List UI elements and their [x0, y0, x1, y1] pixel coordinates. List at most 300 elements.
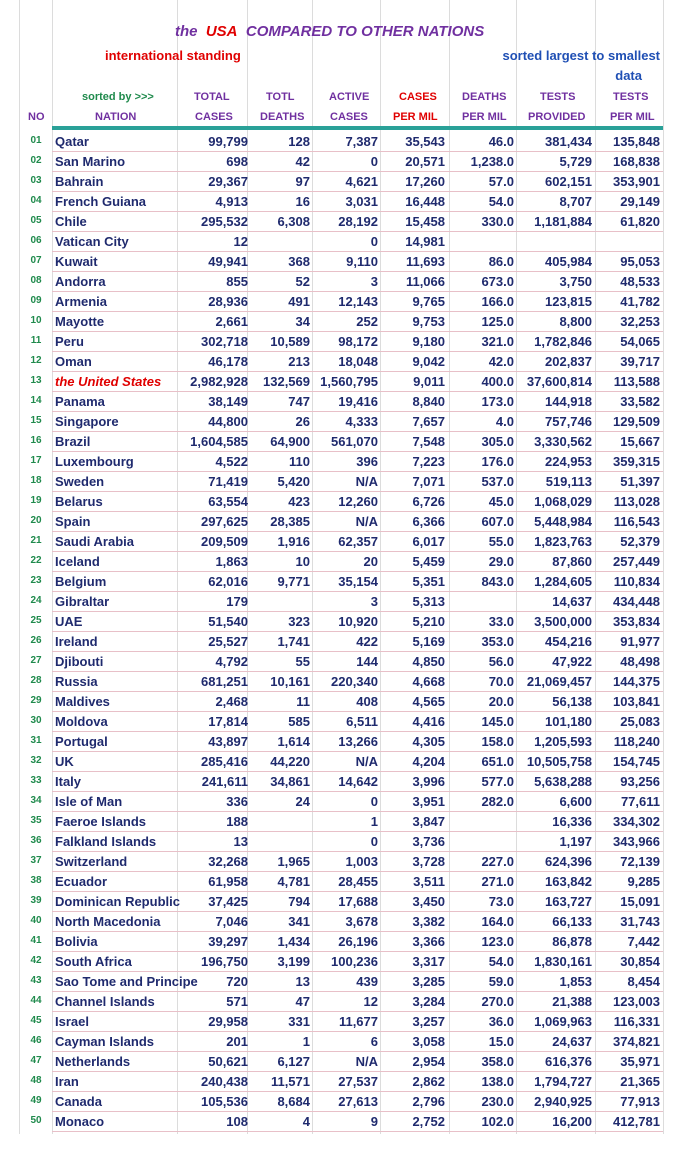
deaths-per-mil: 33.0: [488, 614, 514, 629]
cases-per-mil: 2,954: [412, 1054, 445, 1069]
table-row: [0, 412, 682, 432]
total-cases: 201: [226, 1034, 248, 1049]
cases-per-mil: 9,765: [412, 294, 445, 309]
nation-name: Italy: [55, 774, 82, 789]
total-deaths: 10: [295, 554, 310, 569]
active-cases: 12,143: [338, 294, 378, 309]
total-cases: 336: [226, 794, 248, 809]
row-number: 10: [30, 315, 42, 326]
active-cases: 6,511: [346, 714, 378, 729]
total-cases: 12: [233, 234, 248, 249]
nation-name: Armenia: [55, 294, 108, 309]
table-row: [0, 1012, 682, 1032]
active-cases: 14,642: [338, 774, 378, 789]
tests-per-mil: 8,454: [627, 974, 660, 989]
cases-per-mil: 5,210: [412, 614, 445, 629]
row-number: 35: [30, 815, 42, 826]
deaths-per-mil: 55.0: [488, 534, 514, 549]
total-cases: 297,625: [201, 514, 248, 529]
total-deaths: 10,161: [270, 674, 310, 689]
cases-per-mil: 4,416: [412, 714, 445, 729]
table-row: [0, 1092, 682, 1112]
table-row: [0, 712, 682, 732]
tests-per-mil: 374,821: [613, 1034, 660, 1049]
tests-per-mil: 334,302: [613, 814, 660, 829]
total-cases: 209,509: [201, 534, 248, 549]
tests-provided: 6,600: [559, 794, 592, 809]
total-cases: 188: [226, 814, 248, 829]
tests-per-mil: 103,841: [613, 694, 660, 709]
cases-per-mil: 3,382: [412, 914, 445, 929]
deaths-per-mil: 29.0: [488, 554, 514, 569]
nation-name: Bahrain: [55, 174, 104, 189]
cases-per-mil: 3,284: [412, 994, 445, 1009]
tests-per-mil: 353,901: [613, 174, 660, 189]
tests-provided: 1,068,029: [534, 494, 592, 509]
tests-provided: 163,727: [545, 894, 592, 909]
total-deaths: 34,861: [270, 774, 310, 789]
cases-per-mil: 5,351: [412, 574, 445, 589]
header-top: DEATHS: [462, 91, 507, 103]
nation-name: UAE: [55, 614, 83, 629]
row-number: 13: [30, 375, 42, 386]
nation-name: Djibouti: [55, 654, 104, 669]
active-cases: 28,192: [338, 214, 378, 229]
cases-per-mil: 4,565: [412, 694, 445, 709]
deaths-per-mil: 158.0: [481, 734, 514, 749]
tests-provided: 3,500,000: [534, 614, 592, 629]
row-number: 47: [30, 1055, 42, 1066]
nation-name: Falkland Islands: [55, 834, 157, 849]
cases-per-mil: 4,305: [412, 734, 445, 749]
tests-provided: 5,729: [559, 154, 592, 169]
active-cases: 19,416: [338, 394, 378, 409]
header-top: TESTS: [613, 91, 649, 103]
total-cases: 25,527: [208, 634, 248, 649]
total-cases: 2,468: [215, 694, 248, 709]
row-number: 23: [30, 575, 42, 586]
tests-provided: 202,837: [545, 354, 592, 369]
tests-provided: 66,133: [552, 914, 592, 929]
tests-per-mil: 41,782: [620, 294, 660, 309]
row-number: 38: [30, 875, 42, 886]
row-number: 24: [30, 595, 42, 606]
deaths-per-mil: 282.0: [481, 794, 514, 809]
tests-per-mil: 168,838: [613, 154, 660, 169]
total-cases: 196,750: [201, 954, 248, 969]
nation-name: Faeroe Islands: [55, 814, 147, 829]
total-deaths: 341: [288, 914, 310, 929]
deaths-per-mil: 45.0: [488, 494, 514, 509]
row-number: 39: [30, 895, 42, 906]
row-number: 09: [30, 295, 42, 306]
deaths-per-mil: 102.0: [481, 1114, 514, 1129]
total-deaths: 42: [295, 154, 310, 169]
total-deaths: 1,614: [277, 734, 310, 749]
total-deaths: 64,900: [270, 434, 310, 449]
table-row: [0, 552, 682, 572]
table-row: [0, 852, 682, 872]
total-cases: 240,438: [201, 1074, 248, 1089]
header-top: TOTL: [266, 91, 295, 103]
tests-provided: 3,330,562: [534, 434, 592, 449]
deaths-per-mil: 138.0: [481, 1074, 514, 1089]
nation-name: Qatar: [55, 134, 89, 149]
total-cases: 7,046: [215, 914, 248, 929]
deaths-per-mil: 54.0: [488, 954, 514, 969]
table-row: [0, 1032, 682, 1052]
total-cases: 302,718: [201, 334, 248, 349]
header-bottom: PROVIDED: [528, 111, 586, 123]
cases-per-mil: 3,450: [412, 894, 445, 909]
tests-provided: 1,197: [559, 834, 592, 849]
active-cases: N/A: [355, 1054, 378, 1069]
active-cases: 11,677: [338, 1014, 378, 1029]
total-cases: 285,416: [201, 754, 248, 769]
tests-per-mil: 9,285: [627, 874, 660, 889]
nation-name: Chile: [55, 214, 87, 229]
tests-provided: 37,600,814: [526, 374, 592, 389]
total-deaths: 794: [288, 894, 310, 909]
deaths-per-mil: 400.0: [481, 374, 514, 389]
total-deaths: 1,741: [277, 634, 310, 649]
table-row: [0, 132, 682, 152]
total-deaths: 52: [295, 274, 310, 289]
cases-per-mil: 9,011: [413, 374, 445, 389]
deaths-per-mil: 577.0: [481, 774, 514, 789]
row-number: 32: [30, 755, 42, 766]
tests-per-mil: 21,365: [620, 1074, 660, 1089]
table-row: [0, 152, 682, 172]
total-cases: 62,016: [208, 574, 248, 589]
row-number: 45: [30, 1015, 42, 1026]
active-cases: 439: [356, 974, 378, 989]
active-cases: 1,003: [345, 854, 378, 869]
row-number: 40: [30, 915, 42, 926]
header-bottom: PER MIL: [462, 111, 507, 123]
active-cases: 98,172: [338, 334, 378, 349]
total-deaths: 26: [295, 414, 310, 429]
cases-per-mil: 11,066: [405, 274, 445, 289]
row-number: 21: [30, 535, 42, 546]
cases-per-mil: 3,285: [412, 974, 445, 989]
tests-per-mil: 48,498: [620, 654, 660, 669]
nation-name: Brazil: [55, 434, 91, 449]
tests-provided: 624,396: [545, 854, 592, 869]
header-bottom: PER MIL: [393, 111, 438, 123]
nation-name: Cayman Islands: [55, 1034, 154, 1049]
cases-per-mil: 7,548: [412, 434, 445, 449]
cases-per-mil: 2,796: [412, 1094, 445, 1109]
total-deaths: 747: [288, 394, 310, 409]
header-bottom: DEATHS: [260, 111, 305, 123]
tests-provided: 757,746: [545, 414, 592, 429]
total-deaths: 585: [288, 714, 310, 729]
active-cases: N/A: [355, 474, 378, 489]
table-row: [0, 932, 682, 952]
total-deaths: 1: [302, 1034, 310, 1049]
tests-provided: 16,336: [552, 814, 592, 829]
table-row: [0, 292, 682, 312]
table-row: [0, 652, 682, 672]
cases-per-mil: 3,847: [412, 814, 445, 829]
tests-per-mil: 95,053: [620, 254, 660, 269]
subtitle-left: international standing: [105, 48, 241, 63]
table-row: [0, 872, 682, 892]
tests-provided: 21,069,457: [526, 674, 592, 689]
tests-per-mil: 91,977: [620, 634, 660, 649]
tests-per-mil: 52,379: [620, 534, 660, 549]
total-deaths: 1,434: [277, 934, 310, 949]
total-cases: 50,621: [208, 1054, 248, 1069]
nation-name: Spain: [55, 514, 91, 529]
cases-per-mil: 11,693: [405, 254, 445, 269]
row-number: 22: [30, 555, 42, 566]
header-top: ACTIVE: [329, 91, 370, 103]
active-cases: 422: [356, 634, 378, 649]
title-prefix: the: [175, 23, 198, 40]
active-cases: 408: [356, 694, 378, 709]
total-cases: 720: [226, 974, 248, 989]
tests-provided: 8,800: [559, 314, 592, 329]
title-highlight: USA: [205, 23, 238, 40]
cases-per-mil: 2,752: [412, 1114, 445, 1129]
header-divider: [52, 126, 663, 130]
table-row: [0, 912, 682, 932]
tests-per-mil: 29,149: [620, 194, 660, 209]
total-deaths: 44,220: [270, 754, 310, 769]
tests-provided: 616,376: [545, 1054, 592, 1069]
nation-name: Israel: [55, 1014, 89, 1029]
tests-provided: 2,940,925: [534, 1094, 592, 1109]
cases-per-mil: 9,753: [412, 314, 445, 329]
nation-name: UK: [55, 754, 74, 769]
deaths-per-mil: 123.0: [481, 934, 514, 949]
deaths-per-mil: 353.0: [481, 634, 514, 649]
header-bottom: NATION: [95, 111, 137, 123]
table-row: [0, 632, 682, 652]
tests-per-mil: 113,588: [613, 374, 660, 389]
tests-provided: 86,878: [552, 934, 592, 949]
cases-per-mil: 3,317: [412, 954, 445, 969]
tests-per-mil: 15,091: [620, 894, 660, 909]
row-number: 49: [30, 1095, 42, 1106]
active-cases: 0: [370, 234, 378, 249]
nation-name: Peru: [55, 334, 84, 349]
total-cases: 17,814: [208, 714, 248, 729]
row-number: 08: [30, 275, 42, 286]
header-top: CASES: [399, 91, 437, 103]
total-deaths: 423: [288, 494, 310, 509]
total-cases: 4,792: [215, 654, 248, 669]
row-number: 42: [30, 955, 42, 966]
deaths-per-mil: 73.0: [488, 894, 514, 909]
cases-per-mil: 3,736: [412, 834, 445, 849]
tests-per-mil: 118,240: [613, 734, 660, 749]
tests-provided: 163,842: [545, 874, 592, 889]
total-deaths: 4,781: [277, 874, 310, 889]
tests-provided: 1,284,605: [534, 574, 592, 589]
row-number: 03: [30, 175, 42, 186]
total-cases: 49,941: [208, 254, 248, 269]
deaths-per-mil: 20.0: [488, 694, 514, 709]
table-row: [0, 332, 682, 352]
tests-provided: 1,830,161: [534, 954, 592, 969]
total-cases: 179: [226, 594, 248, 609]
tests-per-mil: 25,083: [620, 714, 660, 729]
data-table: [0, 132, 682, 1132]
row-number: 25: [30, 615, 42, 626]
tests-per-mil: 257,449: [613, 554, 660, 569]
tests-per-mil: 129,509: [613, 414, 660, 429]
nation-name: Canada: [55, 1094, 102, 1109]
tests-provided: 1,069,963: [534, 1014, 592, 1029]
tests-provided: 5,448,984: [534, 514, 592, 529]
table-row: [0, 892, 682, 912]
active-cases: 396: [356, 454, 378, 469]
nation-name: Andorra: [55, 274, 106, 289]
tests-provided: 21,388: [552, 994, 592, 1009]
cases-per-mil: 6,726: [412, 494, 445, 509]
table-row: [0, 952, 682, 972]
table-row: [0, 1112, 682, 1132]
row-number: 50: [30, 1115, 42, 1126]
nation-name: Dominican Republic: [55, 894, 180, 909]
table-row: [0, 492, 682, 512]
cases-per-mil: 5,313: [412, 594, 445, 609]
total-cases: 38,149: [208, 394, 248, 409]
nation-name: Belarus: [55, 494, 103, 509]
active-cases: 35,154: [338, 574, 378, 589]
nation-name: Sao Tome and Principe: [55, 974, 198, 989]
table-row: [0, 232, 682, 252]
tests-per-mil: 51,397: [620, 474, 660, 489]
total-cases: 51,540: [208, 614, 248, 629]
header-bottom: CASES: [195, 111, 233, 123]
tests-per-mil: 135,848: [613, 134, 660, 149]
row-number: 41: [30, 935, 42, 946]
deaths-per-mil: 86.0: [488, 254, 514, 269]
row-number: 20: [30, 515, 42, 526]
deaths-per-mil: 651.0: [481, 754, 514, 769]
tests-provided: 14,637: [552, 594, 592, 609]
table-row: [0, 272, 682, 292]
active-cases: 561,070: [331, 434, 378, 449]
total-deaths: 34: [295, 314, 310, 329]
active-cases: N/A: [355, 514, 378, 529]
nation-name: Gibraltar: [55, 594, 110, 609]
nation-name: Panama: [55, 394, 105, 409]
row-number: 16: [30, 435, 42, 446]
tests-per-mil: 144,375: [613, 674, 660, 689]
tests-per-mil: 353,834: [613, 614, 660, 629]
tests-provided: 8,707: [559, 194, 592, 209]
row-number: 27: [30, 655, 42, 666]
total-deaths: 28,385: [270, 514, 310, 529]
total-cases: 105,536: [201, 1094, 248, 1109]
total-deaths: 11: [296, 694, 310, 709]
table-row: [0, 672, 682, 692]
nation-name: Russia: [55, 674, 98, 689]
cases-per-mil: 4,204: [412, 754, 445, 769]
nation-name: Maldives: [55, 694, 110, 709]
tests-provided: 47,922: [552, 654, 592, 669]
total-cases: 1,863: [215, 554, 248, 569]
table-row: [0, 572, 682, 592]
row-number: 02: [30, 155, 42, 166]
table-row: [0, 772, 682, 792]
total-cases: 681,251: [201, 674, 248, 689]
cases-per-mil: 6,366: [412, 514, 445, 529]
deaths-per-mil: 59.0: [488, 974, 514, 989]
active-cases: 17,688: [338, 894, 378, 909]
total-cases: 4,913: [215, 194, 248, 209]
tests-provided: 405,984: [545, 254, 592, 269]
tests-provided: 3,750: [559, 274, 592, 289]
table-row: [0, 472, 682, 492]
tests-per-mil: 116,543: [613, 514, 660, 529]
tests-provided: 454,216: [545, 634, 592, 649]
tests-per-mil: 110,834: [613, 574, 660, 589]
row-number: 43: [30, 975, 42, 986]
tests-per-mil: 412,781: [613, 1114, 660, 1129]
active-cases: 4,621: [345, 174, 378, 189]
active-cases: 26,196: [338, 934, 378, 949]
header-bottom: CASES: [330, 111, 368, 123]
row-number: 36: [30, 835, 42, 846]
page-title: [175, 23, 484, 40]
tests-per-mil: 123,003: [613, 994, 660, 1009]
total-cases: 37,425: [208, 894, 248, 909]
deaths-per-mil: 54.0: [488, 194, 514, 209]
cases-per-mil: 4,668: [412, 674, 445, 689]
tests-provided: 1,823,763: [534, 534, 592, 549]
nation-name: Vatican City: [55, 234, 129, 249]
row-number: 15: [30, 415, 42, 426]
cases-per-mil: 3,951: [412, 794, 445, 809]
total-deaths: 8,684: [277, 1094, 310, 1109]
nation-name: French Guiana: [55, 194, 147, 209]
active-cases: 20: [363, 554, 378, 569]
tests-per-mil: 30,854: [620, 954, 660, 969]
nation-name: Kuwait: [55, 254, 98, 269]
row-number: 26: [30, 635, 42, 646]
cases-per-mil: 4,850: [412, 654, 445, 669]
deaths-per-mil: 46.0: [488, 134, 514, 149]
cases-per-mil: 2,862: [412, 1074, 445, 1089]
tests-provided: 1,205,593: [534, 734, 592, 749]
total-cases: 29,367: [208, 174, 248, 189]
tests-provided: 1,181,884: [534, 214, 592, 229]
nation-name: Monaco: [55, 1114, 105, 1129]
nation-name: Luxembourg: [55, 454, 134, 469]
table-row: [0, 432, 682, 452]
active-cases: 0: [370, 834, 378, 849]
nation-name: Channel Islands: [55, 994, 155, 1009]
cases-per-mil: 17,260: [405, 174, 445, 189]
total-deaths: 491: [288, 294, 310, 309]
cases-per-mil: 3,366: [412, 934, 445, 949]
total-cases: 2,661: [215, 314, 248, 329]
row-number: 28: [30, 675, 42, 686]
table-row: [0, 252, 682, 272]
total-cases: 2,982,928: [190, 374, 248, 389]
nation-name: Moldova: [55, 714, 108, 729]
deaths-per-mil: 271.0: [481, 874, 514, 889]
deaths-per-mil: 270.0: [481, 994, 514, 1009]
header-bottom: PER MIL: [610, 111, 655, 123]
active-cases: 28,455: [338, 874, 378, 889]
